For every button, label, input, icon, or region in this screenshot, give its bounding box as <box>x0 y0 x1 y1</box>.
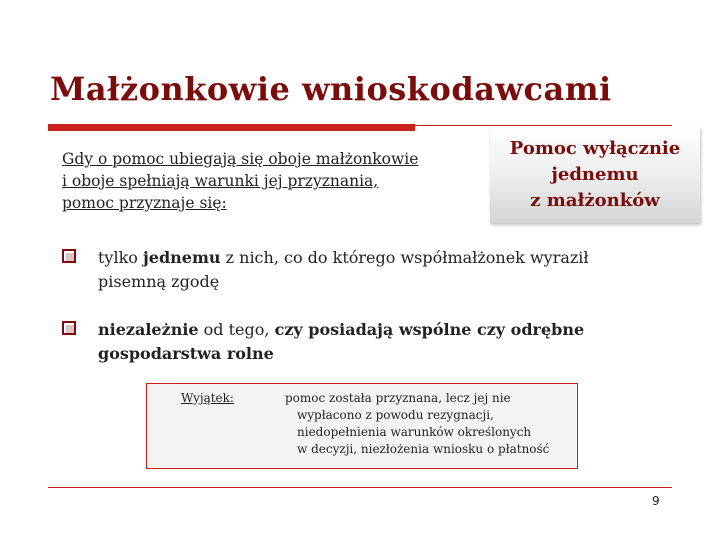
exception-line: pomoc została przyznana, lecz jej nie <box>285 391 511 405</box>
exception-label: Wyjątek: <box>181 391 234 405</box>
hollow-square-bullet-icon <box>62 249 76 263</box>
intro-line: Gdy o pomoc ubiegają się oboje małżonkowie <box>62 150 419 168</box>
exception-note-box <box>146 383 578 469</box>
bullet-text <box>98 318 584 366</box>
page-number: 9 <box>652 494 660 508</box>
bullet-text-bold: gospodarstwa rolne <box>98 344 274 363</box>
bullet-item-1 <box>62 246 682 294</box>
bullet-text-bold: niezależnie <box>98 320 199 339</box>
slide-title: Małżonkowie wnioskodawcami <box>50 70 612 108</box>
exception-line: wypłacono z powodu rezygnacji, <box>297 408 494 422</box>
bullet-text-part: tylko <box>98 248 143 267</box>
bullet-text <box>98 246 589 294</box>
title-underline-thin <box>415 125 672 126</box>
title-underline-thick <box>48 124 415 131</box>
callout-line: jednemu <box>551 164 639 185</box>
intro-text <box>62 148 482 214</box>
hollow-square-bullet-icon <box>62 321 76 335</box>
bullet-item-2 <box>62 318 682 366</box>
callout-line: Pomoc wyłącznie <box>509 138 681 159</box>
callout-line: z małżonków <box>530 190 660 211</box>
intro-line: i oboje spełniają warunki jej przyznania, <box>62 172 379 190</box>
bullet-text-bold: czy posiadają wspólne czy odrębne <box>274 320 585 339</box>
bullet-text-part: od tego, <box>198 320 275 339</box>
bullet-text-bold: jednemu <box>143 248 221 267</box>
exception-text <box>285 390 575 458</box>
intro-line: pomoc przyznaje się: <box>62 194 227 212</box>
bullet-text-part: z nich, co do którego współmałżonek wyraził <box>220 248 589 267</box>
exception-line: w decyzji, niezłożenia wniosku o płatność <box>297 442 550 456</box>
callout-box <box>490 127 700 223</box>
footer-rule <box>48 487 672 488</box>
bullet-text-part: pisemną zgodę <box>98 272 220 291</box>
exception-line: niedopełnienia warunków określonych <box>297 425 532 439</box>
